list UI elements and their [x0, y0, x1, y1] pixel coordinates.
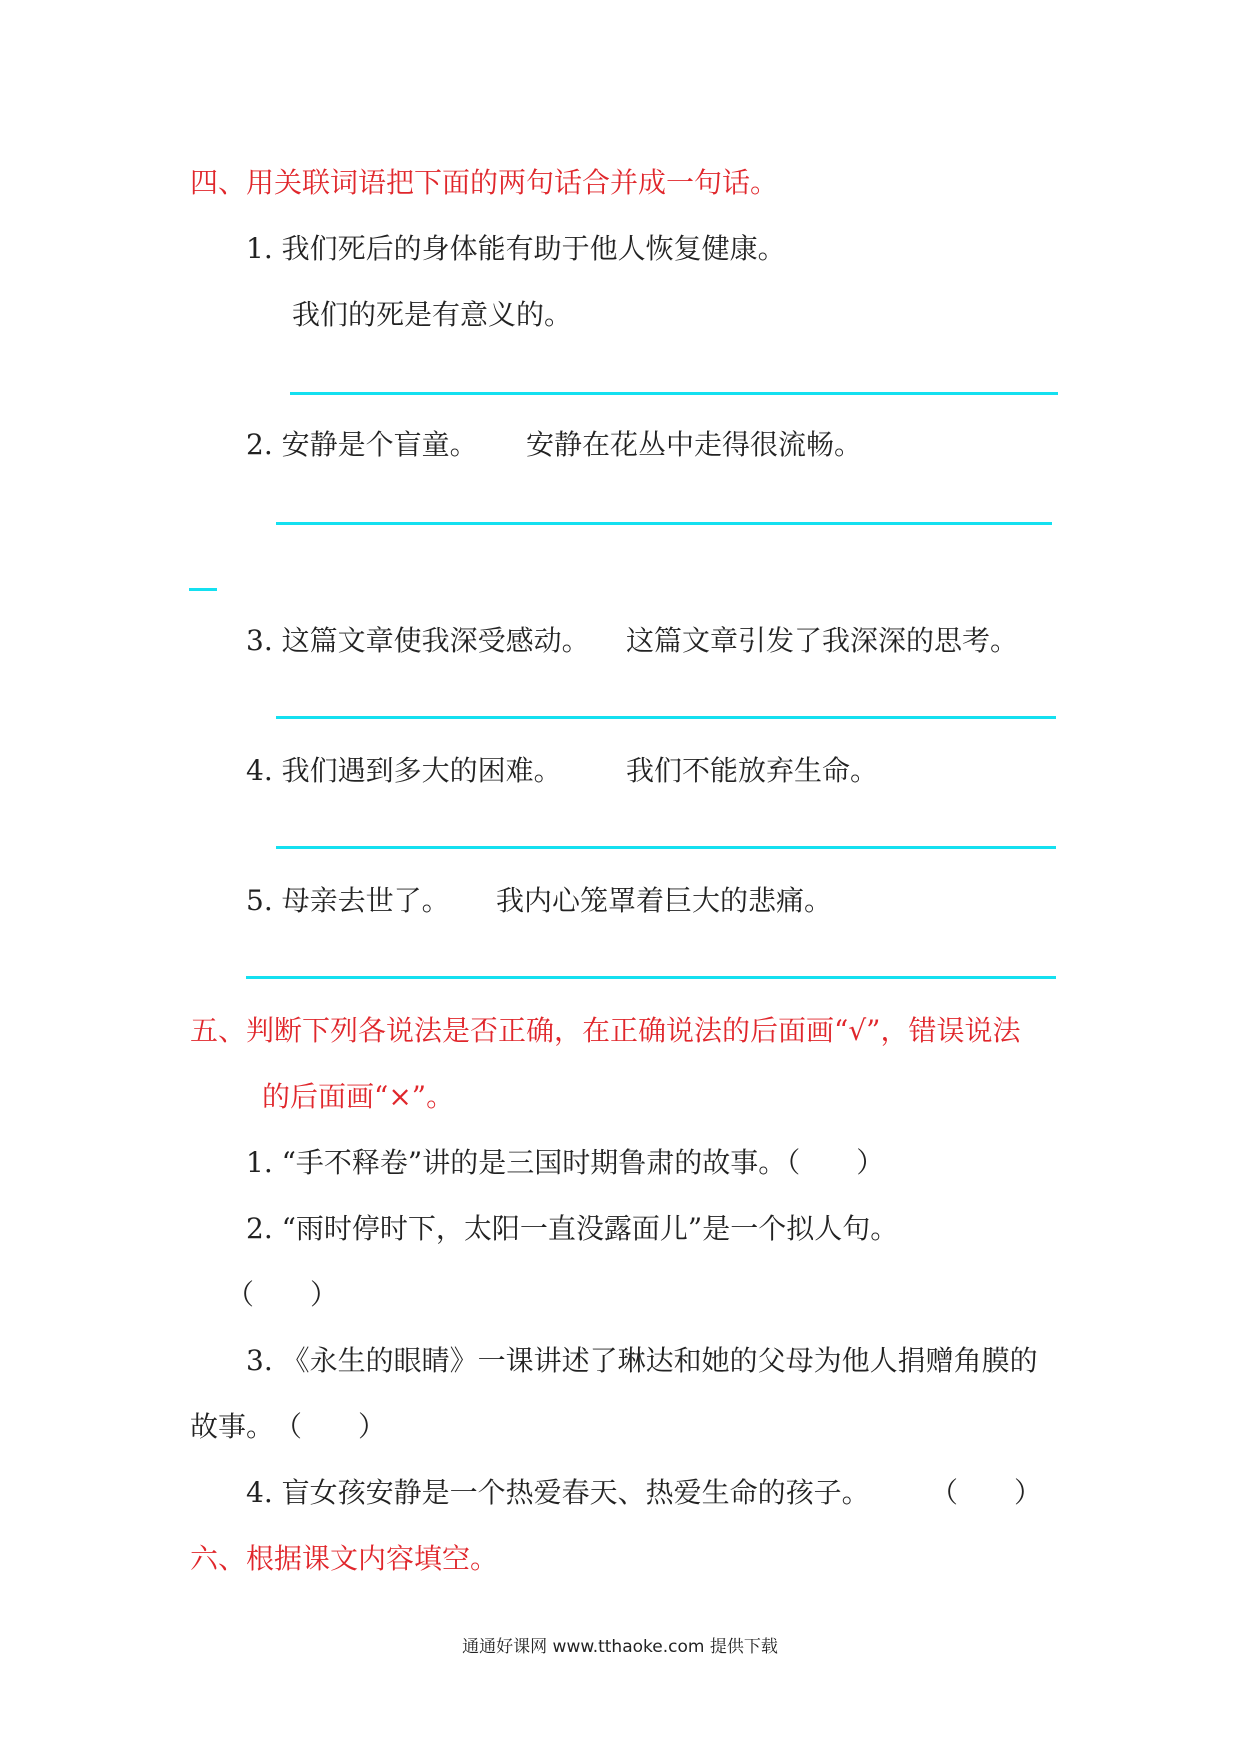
question-3-sentence-b: 这篇文章引发了我深深的思考。	[626, 624, 1019, 657]
section-5-title-line-1: 五、判断下列各说法是否正确，在正确说法的后面画“√”，错误说法	[190, 1014, 1021, 1047]
question-3-sentence-a: 3. 这篇文章使我深受感动。	[246, 624, 590, 657]
judgement-2-answer-parens[interactable]: （ ）	[226, 1278, 339, 1311]
question-5-sentence-b: 我内心笼罩着巨大的悲痛。	[496, 884, 833, 917]
question-5-sentence-a: 5. 母亲去世了。	[246, 884, 450, 917]
judgement-4: 4. 盲女孩安静是一个热爱春天、热爱生命的孩子。	[246, 1476, 870, 1509]
answer-line-2[interactable]	[276, 522, 1052, 525]
judgement-3-line-1: 3. 《永生的眼睛》一课讲述了琳达和她的父母为他人捐赠角膜的	[246, 1344, 1038, 1377]
question-2-sentence-a: 2. 安静是个盲童。	[246, 428, 478, 461]
judgement-1: 1. “手不释卷”讲的是三国时期鲁肃的故事。（ ）	[246, 1146, 885, 1179]
answer-line-1[interactable]	[290, 392, 1058, 395]
judgement-4-answer-parens[interactable]: （ ）	[930, 1476, 1043, 1509]
question-1-line-1: 1. 我们死后的身体能有助于他人恢复健康。	[246, 232, 786, 265]
answer-line-2-continuation[interactable]	[189, 588, 217, 591]
judgement-3-line-2: 故事。 （ ）	[190, 1410, 387, 1443]
section-5-title-line-2: 的后面画“×”。	[262, 1080, 455, 1113]
section-6-title: 六、根据课文内容填空。	[190, 1542, 499, 1575]
answer-line-3[interactable]	[276, 716, 1056, 719]
section-4-title: 四、用关联词语把下面的两句话合并成一句话。	[190, 166, 779, 199]
answer-line-4[interactable]	[276, 846, 1056, 849]
judgement-2: 2. “雨时停时下，太阳一直没露面儿”是一个拟人句。	[246, 1212, 899, 1245]
question-2-sentence-b: 安静在花丛中走得很流畅。	[526, 428, 863, 461]
question-1-line-2: 我们的死是有意义的。	[292, 298, 573, 331]
question-4-sentence-b: 我们不能放弃生命。	[626, 754, 879, 787]
answer-line-5[interactable]	[246, 976, 1056, 979]
question-4-sentence-a: 4. 我们遇到多大的困难。	[246, 754, 562, 787]
footer-credit: 通通好课网 www.tthaoke.com 提供下载	[462, 1637, 778, 1657]
